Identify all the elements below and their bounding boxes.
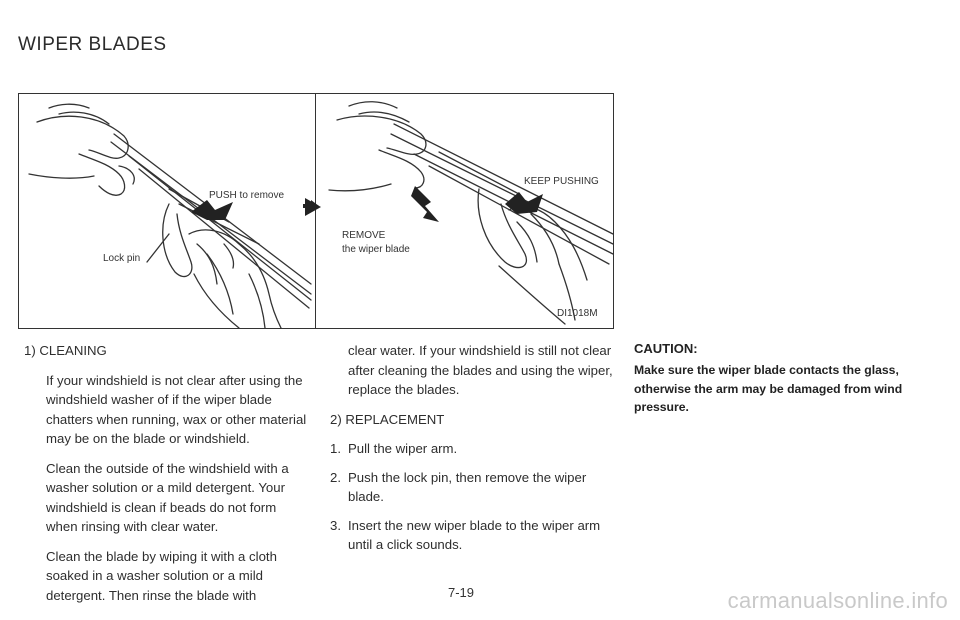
caution-text: Make sure the wiper blade contacts the glass, otherwise the arm may be damaged from wind pressure. [634,363,903,414]
wiper-blade-illustration [18,93,614,329]
step-text: Push the lock pin, then remove the wiper blade. [348,469,587,504]
watermark: carmanualsonline.info [727,588,948,613]
cleaning-column [24,341,308,615]
replacement-step [330,439,616,459]
callout-remove-sub: the wiper blade [342,244,410,255]
cleaning-paragraph-2: Clean the outside of the windshield with a washer solution or a mild detergent. Your windshield is clean if beads do not form when rinsing with clear water. [46,460,289,534]
step-number: 2. [330,469,341,485]
cleaning-heading: 1) CLEANING [24,343,107,358]
replacement-step [330,516,616,555]
step-text: Insert the new wiper blade to the wiper arm until a click sounds. [348,517,601,552]
callout-push-to-remove: PUSH to remove [209,190,285,201]
figure-code: DI1018M [557,308,598,319]
illustration-drawing [19,94,615,330]
callout-lock-pin: Lock pin [103,253,141,264]
cleaning-continuation: clear water. If your windshield is still not clear after cleaning the blades and using the wiper, replace the blades. [348,343,613,397]
cleaning-paragraph-3: Clean the blade by wiping it with a cloth soaked in a washer solution or a mild detergent. Then rinse the blade with [46,548,277,603]
step-number: 1. [330,441,341,456]
callout-keep-pushing: KEEP PUSHING [524,176,599,187]
step-text: Pull the wiper arm. [348,441,458,456]
page-number: 7-19 [448,585,475,600]
replacement-step [330,468,616,507]
callout-remove: REMOVE [342,230,386,241]
step-number: 3. [330,517,341,533]
page-title: WIPER BLADES [18,34,167,55]
cleaning-paragraph-1: If your windshield is not clear after using the windshield washer of if the wiper blade chatters when running, wax or other material may be on the blade or windshield. [46,372,307,446]
replacement-heading: 2) REPLACEMENT [330,411,445,427]
caution-title: CAUTION: [634,341,698,356]
replacement-column [330,341,616,564]
